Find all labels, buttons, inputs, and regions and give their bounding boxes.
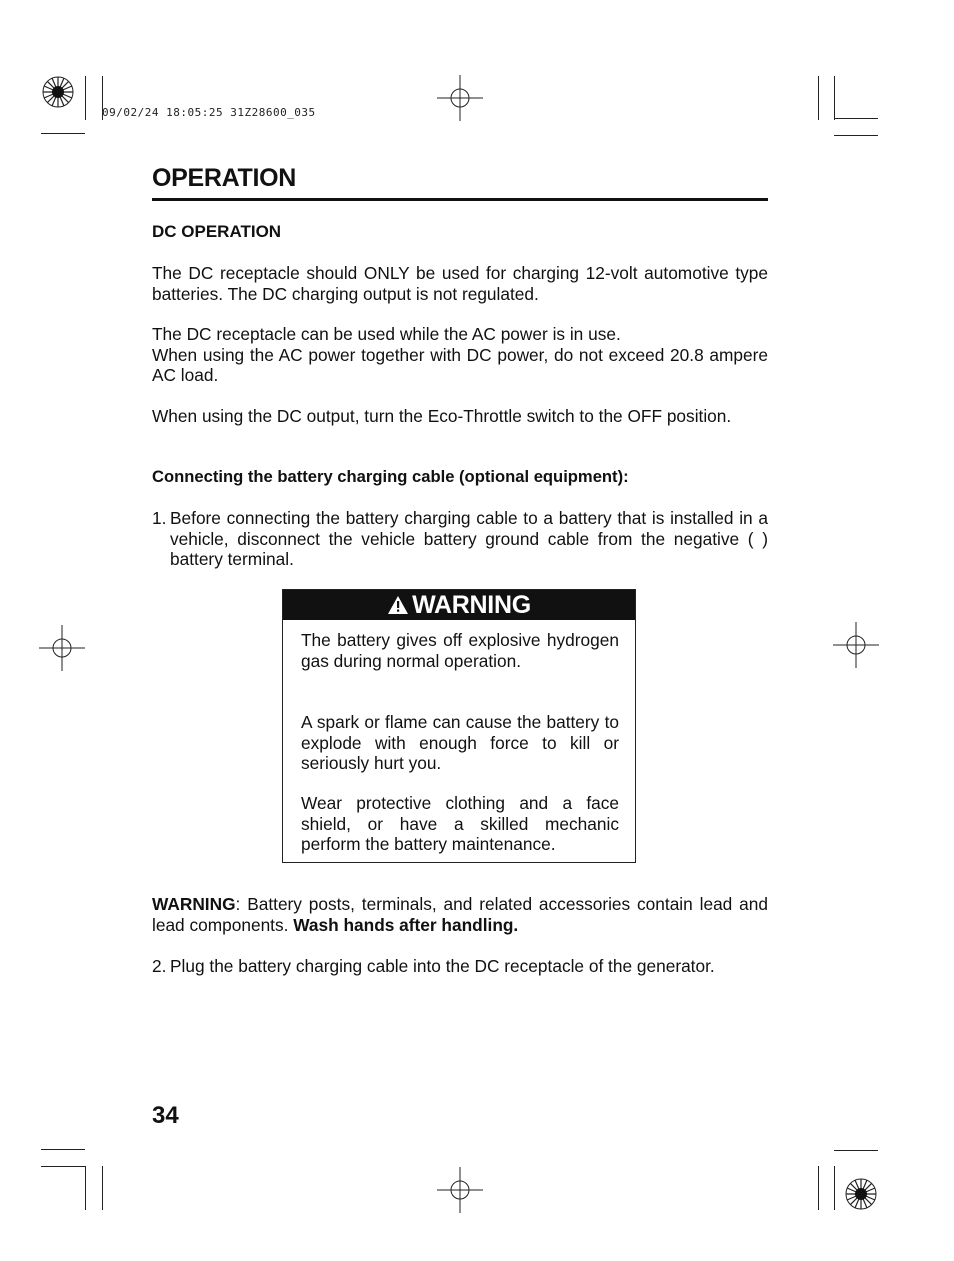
warning-text-protective: Wear protective clothing and a face shield, or have a skilled mechanic perform the battery maintenance. (301, 793, 619, 854)
prop65-label: WARNING (152, 894, 236, 914)
print-stamp: 09/02/24 18:05:25 31Z28600_035 (102, 106, 316, 119)
prop65-text: Battery posts, terminals, and related accessories contain lead and lead components. (152, 894, 768, 935)
paragraph-load-limit: When using the AC power together with DC power, do not exceed 20.8 ampere AC load. (152, 344, 768, 385)
paragraph-dc-usage: The DC receptacle should ONLY be used for charging 12-volt automotive type batteries. The DC charging output is not regulated. (152, 263, 768, 304)
starburst-icon (42, 76, 74, 108)
prop65-colon: : (235, 894, 241, 914)
warning-label: WARNING (412, 590, 531, 619)
step-number: 2. (152, 956, 167, 976)
starburst-icon (845, 1178, 877, 1210)
crosshair-icon (437, 75, 483, 121)
crosshair-icon (833, 622, 879, 668)
warning-box (282, 589, 636, 863)
prop65-warning (152, 894, 768, 935)
crosshair-icon (39, 625, 85, 671)
step-number: 1. (152, 508, 167, 528)
page-number: 34 (152, 1102, 179, 1129)
paragraph-ac-in-use: The DC receptacle can be used while the AC power is in use. (152, 324, 621, 344)
step-text: Before connecting the battery charging cable to a battery that is installed in a vehicle, disconnect the vehicle battery ground cable from the negative ( ) battery terminal. (170, 508, 768, 569)
step-text: Plug the battery charging cable into the DC receptacle of the generator. (170, 956, 715, 976)
page-title: OPERATION (152, 164, 297, 192)
warning-text-explode: A spark or flame can cause the battery to explode with enough force to kill or seriously hurt you. (301, 712, 619, 773)
subheading-charging-cable: Connecting the battery charging cable (optional equipment): (152, 467, 629, 486)
section-heading: DC OPERATION (152, 222, 282, 241)
paragraph-eco-throttle: When using the DC output, turn the Eco-Throttle switch to the OFF position. (152, 406, 732, 426)
paragraph-ac-dc-combined (152, 324, 768, 386)
step-1 (152, 508, 768, 570)
warning-header (283, 590, 635, 620)
title-rule (152, 198, 768, 201)
step-2 (152, 956, 768, 977)
warning-triangle-icon (387, 595, 409, 615)
warning-text-hydrogen: The battery gives off explosive hydrogen gas during normal operation. (301, 630, 619, 671)
crosshair-icon (437, 1167, 483, 1213)
prop65-emphasis: Wash hands after handling. (293, 914, 519, 935)
